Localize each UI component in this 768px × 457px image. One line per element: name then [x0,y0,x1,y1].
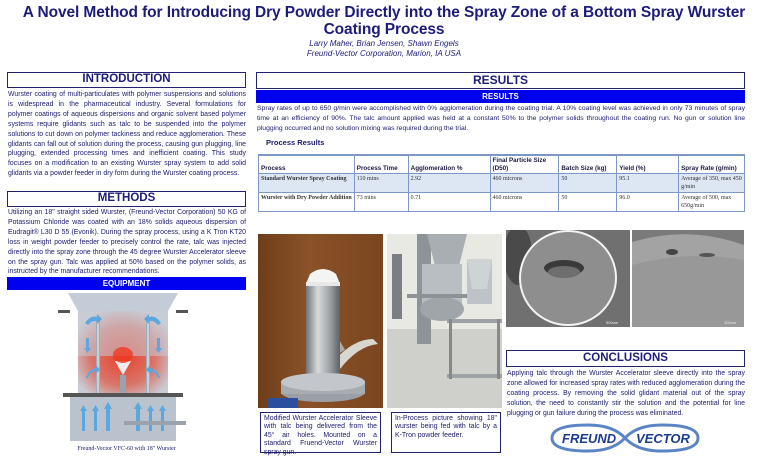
table-row [259,174,745,193]
table-row [259,193,745,212]
sem-surface-illustration [632,230,744,327]
table-cell: 110 mins [354,174,408,193]
sleeve-caption: Modified Wurster Accelerator Sleeve with talc being delivered from the 45° air holes. Mounted on a standard Fruend-Vector Wurster spray gun. [260,412,381,453]
table-header-row [259,155,745,174]
table-cell: 460 microns [490,174,559,193]
table-cell: 73 mins [354,193,408,212]
table-cell: 95.1 [617,174,679,193]
author-names: Larry Maher, Brian Jensen, Shawn Engels [309,39,459,48]
sem-image-surface [632,230,744,327]
table-cell: Average of 500, max 650g/min [679,193,745,212]
table-cell: 96.0 [617,193,679,212]
freund-vector-logo-mark [548,422,702,454]
sem-cross-section-illustration [506,230,630,327]
methods-heading: METHODS [7,191,246,207]
sem-scale-label: 100um [724,320,737,325]
in-process-caption: In-Process picture showing 18" wurster being fed with talc by a K-Tron powder feeder. [391,412,501,453]
column-header: Agglomeration % [408,155,490,174]
freund-vector-logo [548,422,702,454]
in-process-photo [387,234,502,408]
conclusions-heading: CONCLUSIONS [506,350,745,367]
equipment-heading: EQUIPMENT [7,277,246,290]
conclusions-text: Applying talc through the Wurster Accelerator sleeve directly into the spray zone allowed for increased spray rates with reduced agglomeration during the coating process. By removing the solid glidant material out of the spray solution, the need to constantly stir the solution and the potential for line plugging or gun failure during the process was eliminated. [507,370,745,417]
sleeve-photo-illustration [258,234,383,408]
logo-vector-text: VECTOR [636,431,690,446]
affiliation: Freund-Vector Corporation, Marion, IA USA [306,49,462,58]
in-process-photo-illustration [387,234,502,408]
logo-freund-text: FREUND [562,431,617,446]
introduction-text: Wurster coating of multi-particulates with polymer suspensions and solutions is widespread in the pharmaceutical industry. Several formulations for polymer coatings of aqueous dispersions and organic solvent based polymer systems require glidants such as talc to be suspended into the polymer solutions to cut down on polymer tackiness and reduce agglomeration. These glidants can fall out of solution during the process, causing gun plugging, line plugging, extended processing times and inefficient coating. This study focuses on a modification to an existing Wurster spray system to add solid glidants via a powder feeder in dry form during the Wurster coating process. [8,91,246,178]
introduction-heading: INTRODUCTION [7,72,246,88]
sem-image-cross-section [506,230,630,327]
wurster-diagram [58,293,188,443]
results-subheading: RESULTS [256,90,745,103]
accelerator-sleeve-photo [258,234,383,408]
table-cell: 2.92 [408,174,490,193]
sem-scale-label: 500um [606,320,619,325]
column-header: Batch Size (kg) [559,155,617,174]
process-results-table [258,154,745,212]
table-cell: 0.71 [408,193,490,212]
column-header: Yield (%) [617,155,679,174]
table-cell: 50 [559,174,617,193]
wurster-diagram-illustration [58,293,188,443]
results-text: Spray rates of up to 650 g/min were accomplished with 0% agglomeration during the coating trial. A 10% coating level was achieved in only 73 minutes of spray time at an efficiency of 90%. The talc amount applied was held at a constant 50% to the polymer solids throughout the coating run. No gun or solution line plugging occurred and no solution mixing was required during the trial. [257,105,745,132]
results-heading: RESULTS [256,72,745,89]
table-cell: Wurster with Dry Powder Addition [259,193,355,212]
equipment-caption: Freund-Vector VFC-60 with 18" Wurster [77,446,176,452]
column-header: Final Particle Size (D50) [490,155,559,174]
column-header: Spray Rate (g/min) [679,155,745,174]
table-cell: Standard Wurster Spray Coating [259,174,355,193]
process-results-title: Process Results [266,138,325,147]
authors-block [0,39,768,59]
table-cell: Average of 350, max 450 g/min [679,174,745,193]
table-cell: 50 [559,193,617,212]
methods-text: Utilizing an 18" straight sided Wurster, (Freund-Vector Corporation) 50 KG of Potassium Chloride was coated with an 18% solids aqueous dispersion of Eudragit® L30 D 55 (Evonik). During the spray process, using a K Tron KT20 loss in weight powder feeder to precisely control the rate, talc was injected directly into the spray zone through the 45 degree Wurster Accelerator sleeve on the spray gun. Talc was applied at 50% based on the polymer solids, as instructed by the manufacturer recommendations. [8,209,246,276]
column-header: Process [259,155,355,174]
table-cell: 460 microns [490,193,559,212]
column-header: Process Time [354,155,408,174]
poster-title: A Novel Method for Introducing Dry Powder Directly into the Spray Zone of a Bottom Spray Wurster Coating Process [22,4,746,38]
